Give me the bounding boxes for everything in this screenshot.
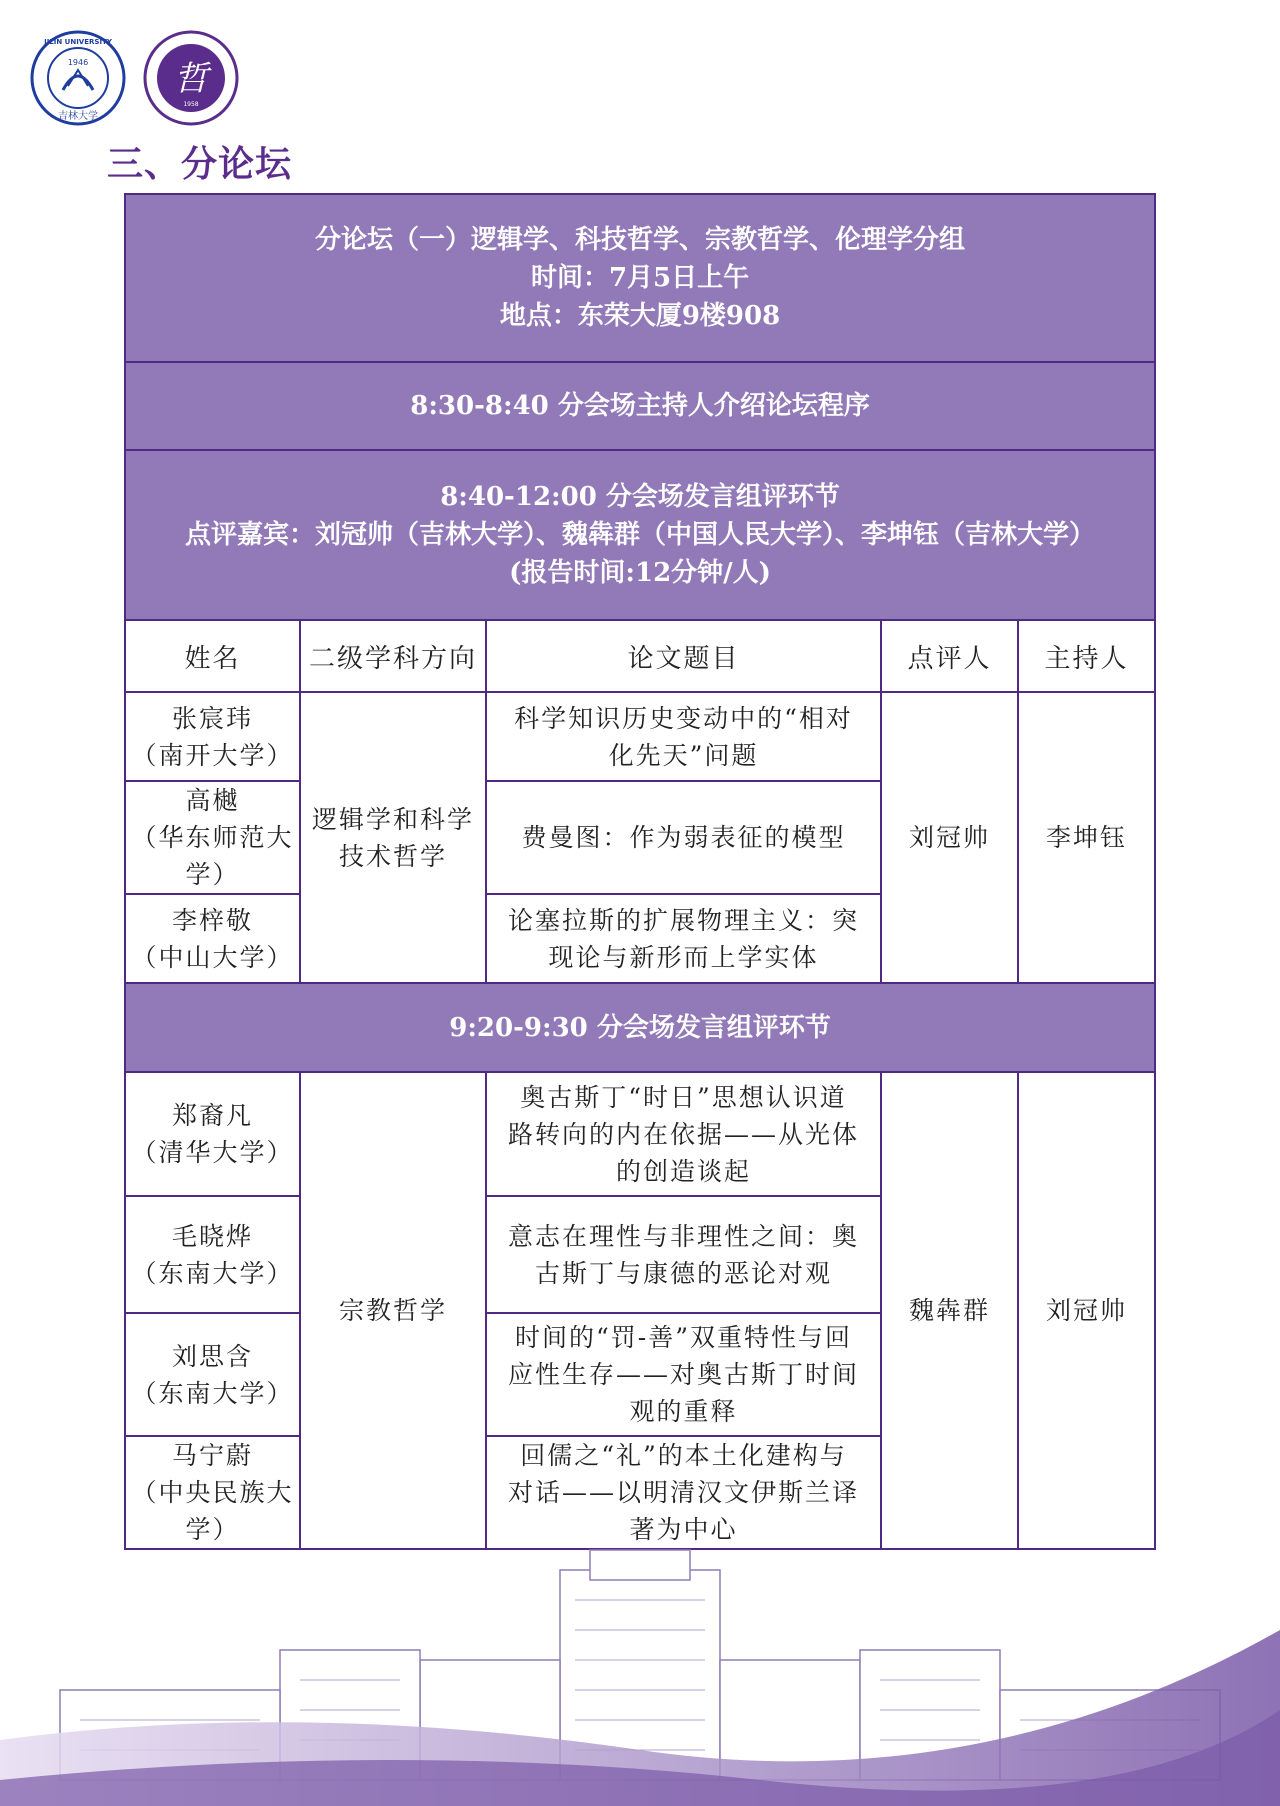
col-host: 主持人 xyxy=(1018,620,1155,692)
presenter-name: 张宸玮 xyxy=(171,703,253,733)
paper-title-cell xyxy=(486,1436,881,1549)
paper-title-cell xyxy=(486,1072,881,1196)
col-reviewer: 点评人 xyxy=(881,620,1018,692)
presenter-affiliation: （东南大学） xyxy=(131,1378,294,1408)
session2-header xyxy=(125,983,1155,1072)
table-row xyxy=(125,1072,1155,1196)
jlu-year: 1946 xyxy=(67,58,89,67)
session2-header-row xyxy=(125,983,1155,1072)
paper-title-line: 科学知识历史变动中的“相对 xyxy=(514,703,853,733)
presenter-affiliation: （中山大学） xyxy=(131,942,294,972)
column-header-row xyxy=(125,620,1155,692)
discipline-line: 逻辑学和科学 xyxy=(311,804,474,834)
intro-row xyxy=(125,362,1155,450)
discipline-line: 宗教哲学 xyxy=(338,1296,447,1325)
paper-title-line: 古斯丁与康德的恶论对观 xyxy=(534,1258,832,1288)
presenter-affiliation-cont: 学） xyxy=(185,1515,240,1544)
reviewer-cell: 魏犇群 xyxy=(881,1072,1018,1549)
session2-title: 9:20-9:30 分会场发言组评环节 xyxy=(449,1012,831,1043)
presenter-affiliation: （清华大学） xyxy=(131,1138,294,1167)
discipline-cell xyxy=(300,1072,486,1549)
presenter-cell xyxy=(125,692,300,781)
session1-header xyxy=(125,450,1155,620)
forum-header xyxy=(125,194,1155,362)
presenter-cell xyxy=(125,1436,300,1549)
jilin-university-logo xyxy=(30,30,126,126)
session1-title: 8:40-12:00 分会场发言组评环节 xyxy=(440,482,840,512)
session1-note: (报告时间:12分钟/人) xyxy=(509,558,771,588)
col-paper-title: 论文题目 xyxy=(486,620,881,692)
presenter-name: 毛晓烨 xyxy=(171,1221,253,1251)
paper-title-line: 化先天”问题 xyxy=(608,740,759,770)
presenter-affiliation: （中央民族大 xyxy=(131,1478,294,1507)
paper-title-line: 奥古斯丁“时日”思想认识道 xyxy=(520,1082,847,1112)
session-intro-text: 8:30-8:40 分会场主持人介绍论坛程序 xyxy=(410,391,870,421)
section-title: 三、分论坛 xyxy=(107,143,293,185)
paper-title-cell xyxy=(486,692,881,781)
forum-time: 时间：7月5日上午 xyxy=(530,263,750,293)
reviewer-cell: 刘冠帅 xyxy=(881,692,1018,983)
presenter-affiliation-cont: 学） xyxy=(185,860,240,889)
forum-header-row xyxy=(125,194,1155,362)
paper-title-cell xyxy=(486,1196,881,1313)
presenter-cell xyxy=(125,894,300,983)
paper-title-cell xyxy=(486,894,881,983)
presenter-cell xyxy=(125,1196,300,1313)
session1-header-row xyxy=(125,450,1155,620)
discipline-line: 技术哲学 xyxy=(338,841,447,871)
phil-logo-char: 哲 xyxy=(174,59,208,99)
paper-title-line: 论塞拉斯的扩展物理主义：突 xyxy=(507,905,859,935)
forum-title: 分论坛（一）逻辑学、科技哲学、宗教哲学、伦理学分组 xyxy=(315,225,966,255)
paper-title-line: 对话——以明清汉文伊斯兰译 xyxy=(507,1478,859,1507)
forum-place: 地点：东荣大厦9楼908 xyxy=(499,301,781,331)
paper-title-cell xyxy=(486,1313,881,1436)
paper-title-line: 意志在理性与非理性之间：奥 xyxy=(507,1221,859,1251)
campus-building-illustration xyxy=(0,1540,1280,1806)
paper-title-line: 回儒之“礼”的本土化建构与 xyxy=(520,1441,847,1470)
presenter-affiliation: （华东师范大 xyxy=(131,823,294,852)
presenter-name: 郑裔凡 xyxy=(171,1101,253,1130)
host-cell: 李坤钰 xyxy=(1018,692,1155,983)
paper-title-line: 时间的“罚-善”双重特性与回 xyxy=(514,1323,852,1352)
phil-logo-year: 1958 xyxy=(183,101,199,108)
session-intro xyxy=(125,362,1155,450)
svg-text:JILIN UNIVERSITY: JILIN UNIVERSITY xyxy=(44,38,112,46)
schedule-table xyxy=(124,193,1156,1550)
presenter-cell xyxy=(125,1313,300,1436)
presenter-affiliation: （南开大学） xyxy=(131,740,294,770)
paper-title-line: 费曼图：作为弱表征的模型 xyxy=(521,823,846,852)
paper-title-line: 现论与新形而上学实体 xyxy=(548,942,819,972)
paper-title-line: 应性生存——对奥古斯丁时间 xyxy=(507,1360,859,1389)
presenter-cell xyxy=(125,1072,300,1196)
presenter-cell xyxy=(125,781,300,894)
presenter-name: 李梓敬 xyxy=(171,905,253,935)
paper-title-line: 观的重释 xyxy=(629,1397,738,1426)
paper-title-line: 路转向的内在依据——从光体 xyxy=(507,1119,859,1149)
col-name: 姓名 xyxy=(125,620,300,692)
col-discipline: 二级学科方向 xyxy=(300,620,486,692)
table-row xyxy=(125,692,1155,781)
presenter-affiliation: （东南大学） xyxy=(131,1258,294,1288)
paper-title-line: 著为中心 xyxy=(629,1515,738,1544)
paper-title-cell xyxy=(486,781,881,894)
presenter-name: 刘思含 xyxy=(171,1341,253,1371)
paper-title-line: 的创造谈起 xyxy=(615,1156,751,1186)
presenter-name: 马宁蔚 xyxy=(171,1441,253,1470)
discipline-cell xyxy=(300,692,486,983)
philosophy-school-logo xyxy=(143,30,239,126)
host-cell: 刘冠帅 xyxy=(1018,1072,1155,1549)
svg-text:吉林大学: 吉林大学 xyxy=(58,111,98,122)
session1-reviewers: 点评嘉宾：刘冠帅（吉林大学）、魏犇群（中国人民大学）、李坤钰（吉林大学） xyxy=(185,520,1096,550)
presenter-name: 高樾 xyxy=(185,786,240,815)
